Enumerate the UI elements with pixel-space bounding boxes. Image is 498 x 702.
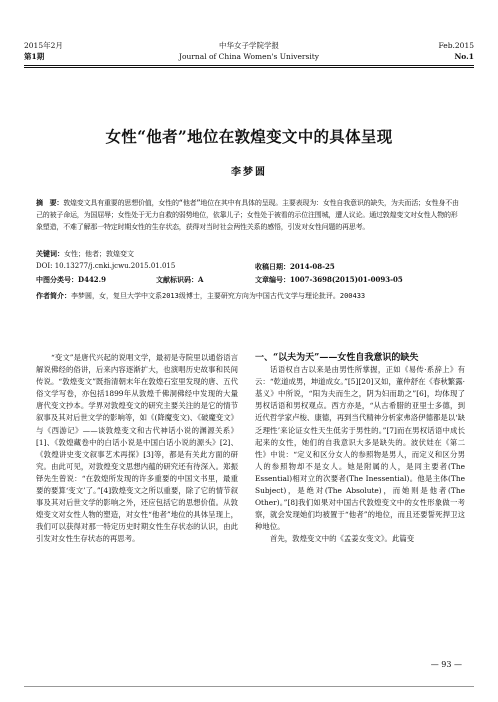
article-title: 女性“他者”地位在敦煌变文中的具体呈现: [105, 127, 393, 146]
footer-rule: [24, 686, 474, 687]
paragraph: “变文”是唐代兴起的说唱文学，最初是寺院里以通俗语言解说佛经的俗讲，后来内容逐渐扩大，也演唱历史故事和民间传说。“敦煌变文”既指清朝末年在敦煌石室里发现的唐、五代俗文学写卷，亦包括1899年从敦煌千佛洞佛经中发现的大量唐代变文抄本。学界对敦煌变文的研究主要关注的是它的情节叙事及其对后世文学的影响等，如《(降魔变文)、《破魔变文》与《西游记》——谈敦煌变文和古代神话小说的渊源关系》[1]、《敦煌藏卷中的白话小说是中国白话小说的源头》[2]、《敦煌讲史变文叙事艺术再探》[3]等，都是有关此方面的研究。由此可见，对敦煌变文思想内蕴的研究还有待深入。郑振铎先生曾说：“在敦煌所发现的许多重要的中国文书里，最重要的要算‘变文’了。”[4]敦煌变文之所以重要，除了它的情节叙事及其对后世文学的影响之外，还应包括它的思想价值。从敦煌变文对女性人物的塑造，对女性“他者”地位的具体呈现上，我们可以获得对那一特定历史时期女性生存状态的认识，由此引发对女性生存状态的再思考。: [36, 353, 238, 544]
header-date-en: Feb.2015: [438, 41, 474, 50]
paragraph: 首先，敦煌变文中的《孟姜女变文》。此篇变: [270, 534, 415, 544]
keywords-text: 女性；他者；敦煌变文: [64, 250, 134, 258]
header-date: 2015年2月: [24, 41, 63, 50]
journal-name-cn: 中华女子学院学报: [219, 41, 279, 50]
abstract: [36, 197, 464, 233]
paragraph: 话语权自古以来是由男性所掌握，正如《易传·系辞上》有云：“乾道成男，坤道成女。”[5][20]又如，董仲舒在《春秋繁露·基义》中所说，“阳为夫而生之，阴为妇而助之”[6]，均体现了男权话语和男权观点。西方亦是，“从古希腊的亚里士多德，到近代哲学家卢梭、康德，再到当代精神分析家弗洛伊德都是以‘缺乏理性’来论证女性天生低劣于男性的。”[7]而在男权话语中成长起来的女性，她们的自我意识大多是缺失的。波伏娃在《第二性》中说：“定义和区分女人的参照物是男人，而定义和区分男人的参照物却不是女人。她是附属的人，是同主要者(The Essential)相对立的次要者(The Inessential)。他是主体(The Subject)，是绝对(The Absolute)，而她则是他者(The Other)。”[8]我们如果对中国古代敦煌变文中的女性形象做一考察，就会发现她们均被置于“他者”的地位，而且还要誓死捍卫这种地位。: [255, 365, 465, 532]
received-date: 收稿日期：2014-08-25: [255, 262, 335, 271]
page-number: — 93 —: [430, 660, 462, 669]
article-number: 文章编号：1007-3698(2015)01-0093-05: [255, 275, 403, 284]
abstract-text: 敦煌变文具有重要的思想价值，女性的“他者”地位在其中有具体的呈现。主要表现为：女性自我意识的缺失，为夫而活；女性身不由己的被子命运，为国屈辱；女性处于无力自救的弱势地位，依靠儿子；女性处于被看的示位注围城，遭人议论。通过敦煌变文对女性人物的形象塑造，不难了解那一特定时期女性的生存状态，获得对当时社会两性关系的感悟，引发对女性问题的再思考。: [36, 199, 459, 231]
bio-text: 李梦圆，女，复旦大学中文系2013级博士，主要研究方向为中国古代文学与理论批评。200433: [71, 292, 366, 300]
header-rule: [24, 65, 474, 66]
journal-name-en: Journal of China Women's University: [178, 52, 320, 61]
bio-label: 作者简介：: [36, 291, 71, 300]
body-left-column: [36, 352, 238, 546]
body-right-column: [255, 352, 465, 546]
clc-number: 中图分类号：D442.9: [36, 275, 106, 284]
header-issue: 第1期: [24, 52, 45, 61]
article-author: 李梦圆: [231, 167, 267, 178]
header-rule-thin: [24, 67, 474, 68]
doi: DOI: 10.13277/j.cnki.jcwu.2015.01.015: [36, 262, 176, 270]
keywords: [36, 248, 464, 261]
keywords-label: 关键词：: [36, 249, 64, 258]
author-bio: [36, 290, 464, 303]
header-center: [24, 40, 474, 62]
section-heading: 一、“以夫为天”——女性自我意识的缺失: [255, 353, 419, 363]
abstract-label: 摘 要：: [36, 198, 64, 207]
document-code: 文献标识码：A: [156, 275, 204, 284]
header-no: No.1: [454, 52, 474, 61]
header-right: [438, 40, 474, 62]
